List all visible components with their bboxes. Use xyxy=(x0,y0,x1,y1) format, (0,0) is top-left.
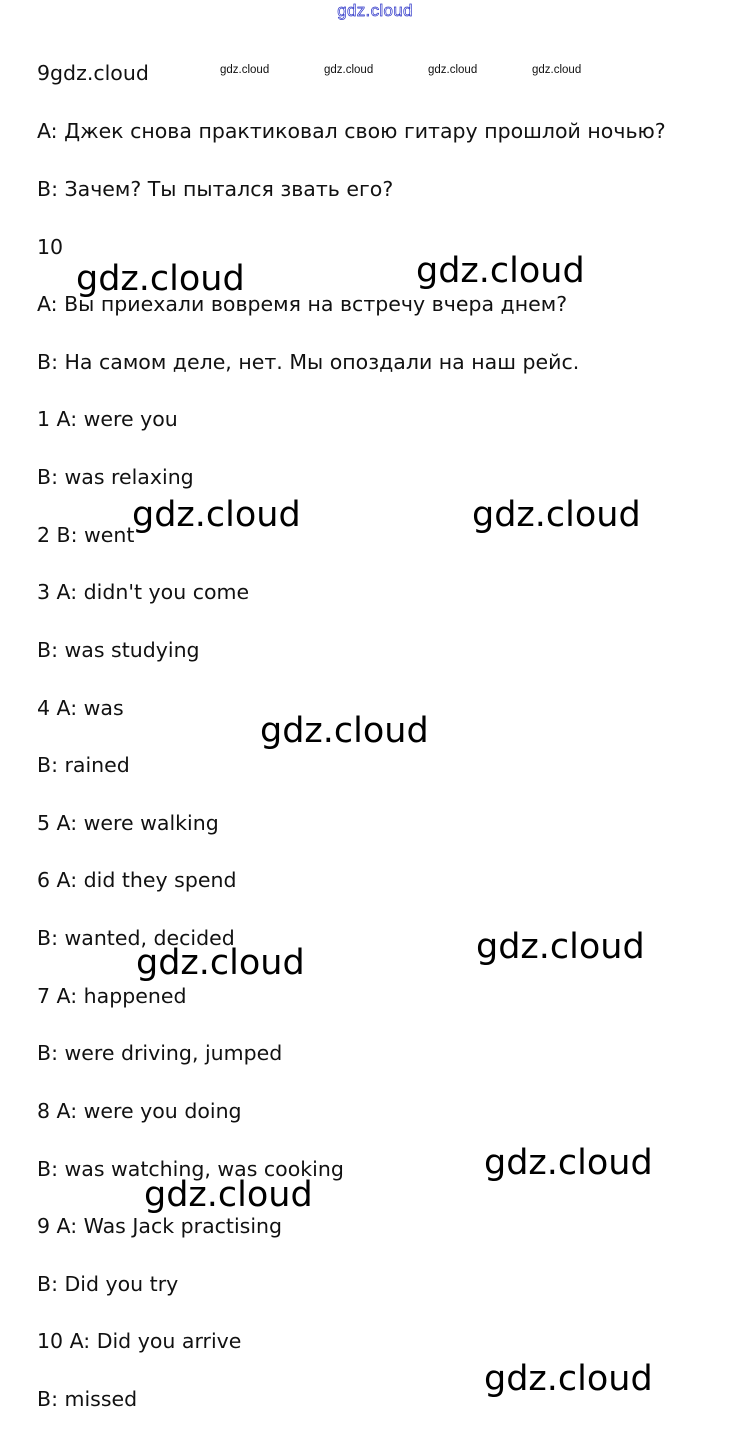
text-line: A: Вы приехали вовремя на встречу вчера днем? xyxy=(37,292,568,316)
watermark: gdz.cloud xyxy=(416,251,585,291)
watermark: gdz.cloud xyxy=(484,1359,653,1399)
watermark: gdz.cloud xyxy=(476,927,645,967)
text-line: 10 A: Did you arrive xyxy=(37,1329,242,1353)
text-line: B: rained xyxy=(37,753,130,777)
text-line: 10 xyxy=(37,235,64,259)
small-watermark: gdz.cloud xyxy=(324,64,374,76)
small-watermark: gdz.cloud xyxy=(532,64,582,76)
text-line: B: was relaxing xyxy=(37,465,194,489)
text-line: 7 A: happened xyxy=(37,984,187,1008)
text-line: 6 A: did they spend xyxy=(37,868,237,892)
small-watermark: gdz.cloud xyxy=(220,64,270,76)
text-line: B: Зачем? Ты пытался звать его? xyxy=(37,177,394,201)
text-line: 2 B: went xyxy=(37,523,135,547)
text-line: B: were driving, jumped xyxy=(37,1041,283,1065)
text-line: B: was studying xyxy=(37,638,200,662)
text-line: 1 A: were you xyxy=(37,407,178,431)
text-line: B: missed xyxy=(37,1387,138,1411)
text-line: 8 A: were you doing xyxy=(37,1099,242,1123)
watermark: gdz.cloud xyxy=(136,943,305,983)
text-line: 9gdz.cloud xyxy=(37,61,149,85)
watermark: gdz.cloud xyxy=(484,1143,653,1183)
text-line: B: wanted, decided xyxy=(37,926,235,950)
watermark: gdz.cloud xyxy=(144,1175,313,1215)
watermark: gdz.cloud xyxy=(472,495,641,535)
text-line: B: На самом деле, нет. Мы опоздали на наш рейс. xyxy=(37,350,580,374)
text-line: 9 A: Was Jack practising xyxy=(37,1214,283,1238)
text-line: 3 A: didn't you come xyxy=(37,580,250,604)
watermark: gdz.cloud xyxy=(132,495,301,535)
text-line: A: Джек снова практиковал свою гитару прошлой ночью? xyxy=(37,119,666,143)
text-line: 4 A: was xyxy=(37,696,124,720)
watermark: gdz.cloud xyxy=(260,711,429,751)
text-line: B: Did you try xyxy=(37,1272,179,1296)
text-line: 5 A: were walking xyxy=(37,811,219,835)
watermark: gdz.cloud xyxy=(76,259,245,299)
small-watermark: gdz.cloud xyxy=(428,64,478,76)
header-watermark: gdz.cloud xyxy=(337,1,413,20)
text-line: B: was watching, was cooking xyxy=(37,1157,344,1181)
